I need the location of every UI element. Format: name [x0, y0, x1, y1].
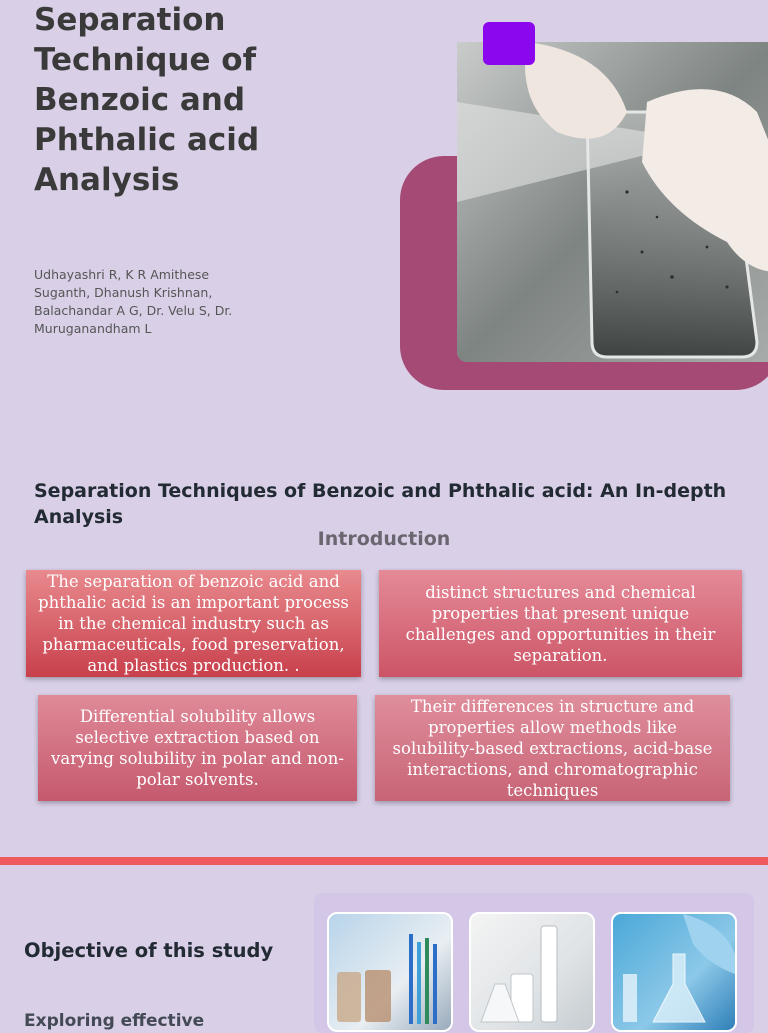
objective-heading: Objective of this study [24, 939, 274, 962]
author-list: Udhayashri R, K R Amithese Suganth, Dhanush Krishnan, Balachandar A G, Dr. Velu S, Dr. Muruganandham L [34, 267, 233, 336]
lab-thumbnail [611, 912, 737, 1032]
introduction-heading: Introduction [317, 528, 451, 550]
lab-thumbnail [469, 912, 595, 1032]
accent-square [483, 22, 535, 65]
intro-card: The separation of benzoic acid and phthalic acid is an important process in the chemical industry such as pharmaceuticals, food preservation, and plastics production. . [26, 570, 361, 677]
lab-photo [457, 42, 768, 362]
intro-card: distinct structures and chemical properties that present unique challenges and opportunities in their separation. [379, 570, 742, 677]
lab-thumbnail [327, 912, 453, 1032]
slide-divider [0, 857, 768, 865]
section-heading: Separation Techniques of Benzoic and Phthalic acid: An In-depth Analysis [34, 480, 727, 528]
intro-card: Their differences in structure and properties allow methods like solubility-based extractions, acid-base interactions, and chromatographic techniques [375, 695, 730, 801]
intro-card: Differential solubility allows selective extraction based on varying solubility in polar and non-polar solvents. [38, 695, 357, 801]
presentation-title: Separation Technique of Benzoic and Phthalic acid Analysis [34, 2, 260, 198]
objective-subheading: Exploring effective [24, 1011, 205, 1031]
